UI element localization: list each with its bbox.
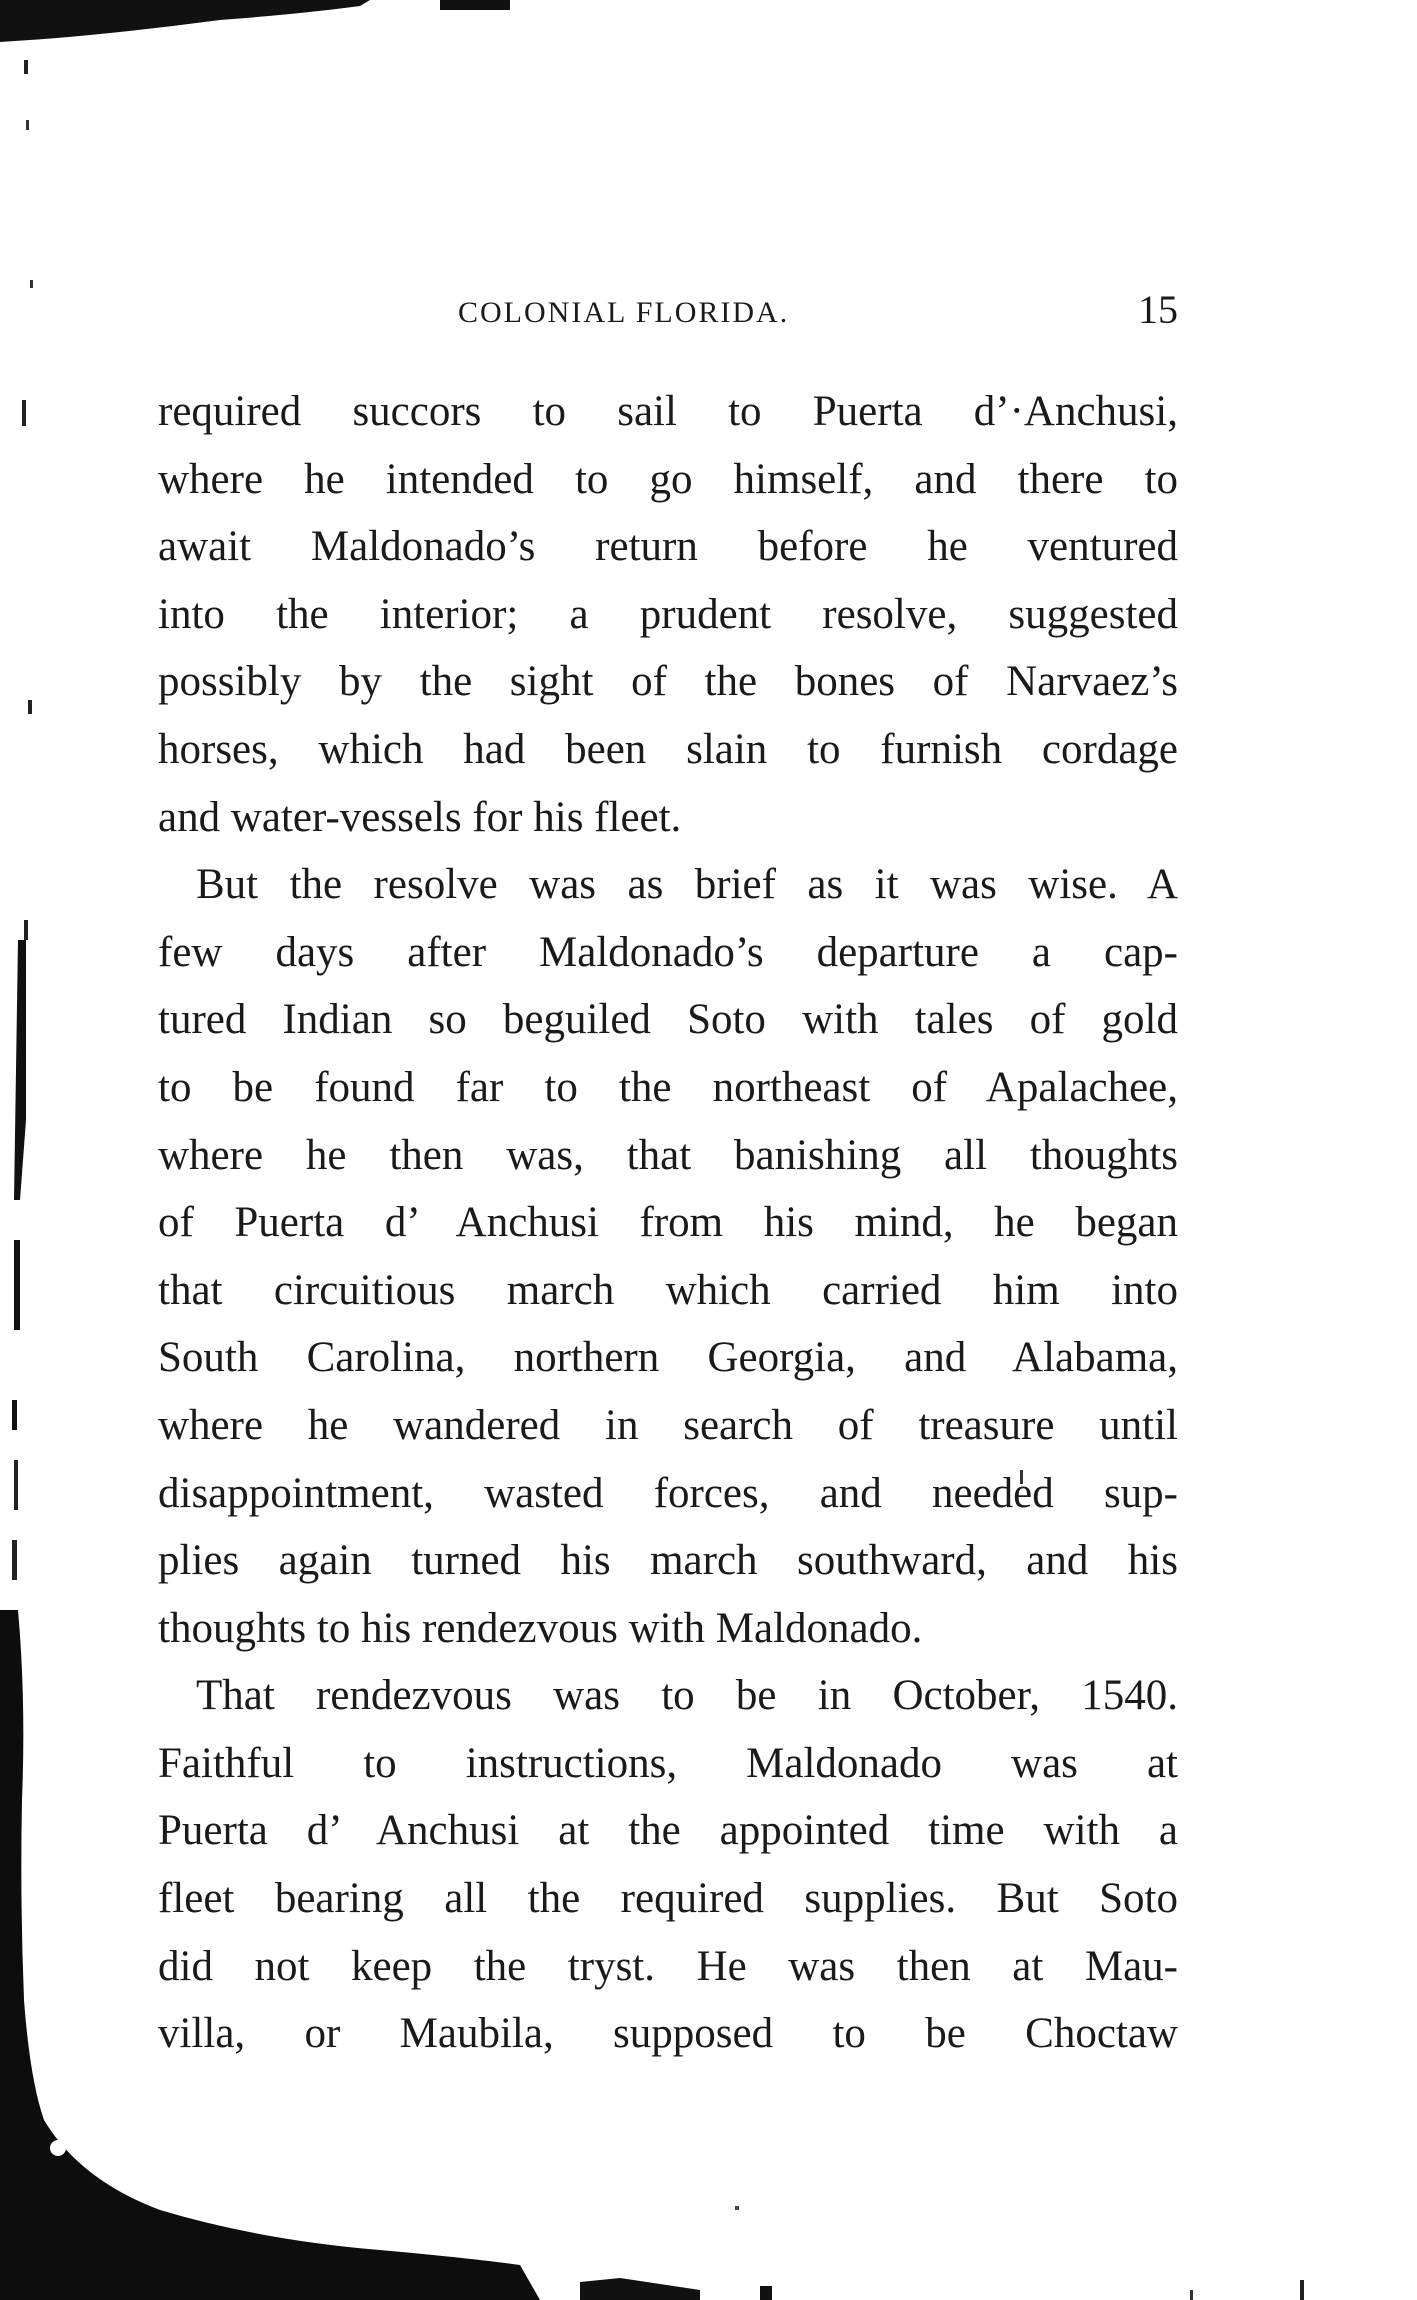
text-line: where he intended to go himself, and there to xyxy=(158,455,1178,503)
text-line: required succors to sail to Puerta d’·Anchusi, xyxy=(158,388,1178,435)
text-line: fleet bearing all the required supplies. But Soto xyxy=(158,1875,1178,1923)
text-line: of Puerta d’ Anchusi from his mind, he began xyxy=(158,1199,1178,1247)
text-line: did not keep the tryst. He was then at Mau- xyxy=(158,1942,1178,1990)
page-header xyxy=(158,287,1178,340)
text-line: few days after Maldonado’s departure a cap- xyxy=(158,928,1178,976)
scan-mark-top xyxy=(440,0,510,10)
text-line: and water-vessels for his fleet. xyxy=(158,793,682,841)
text-line: villa, or Maubila, supposed to be Choctaw xyxy=(158,2010,1178,2058)
text-line: Faithful to instructions, Maldonado was at xyxy=(158,1739,1178,1787)
text-line: tured Indian so beguiled Soto with tales of gold xyxy=(158,996,1178,1044)
scan-mark-bottom xyxy=(580,2278,700,2300)
text-line: to be found far to the northeast of Apalachee, xyxy=(158,1063,1178,1111)
text-line: disappointment, wasted forces, and needed sup- xyxy=(158,1469,1178,1517)
text-line: South Carolina, northern Georgia, and Alabama, xyxy=(158,1334,1178,1382)
text-line: plies again turned his march southward, and his xyxy=(158,1537,1178,1585)
scan-blob-top xyxy=(0,0,370,42)
text-line: where he then was, that banishing all thoughts xyxy=(158,1131,1178,1179)
text-line: that circuitious march which carried him into xyxy=(158,1266,1178,1314)
text-line: But the resolve was as brief as it was wise. A xyxy=(196,861,1178,909)
body-text xyxy=(158,378,1178,2068)
page-number: 15 xyxy=(1138,287,1178,332)
text-line: into the interior; a prudent resolve, suggested xyxy=(158,590,1178,638)
binding-shadow xyxy=(14,940,26,1200)
text-line: possibly by the sight of the bones of Narvaez’s xyxy=(158,658,1178,706)
text-line: horses, which had been slain to furnish cordage xyxy=(158,725,1178,773)
text-line: Puerta d’ Anchusi at the appointed time with a xyxy=(158,1807,1178,1855)
text-line: thoughts to his rendezvous with Maldonado. xyxy=(158,1604,923,1652)
running-head: COLONIAL FLORIDA. xyxy=(458,296,790,329)
text-line: await Maldonado’s return before he ventured xyxy=(158,523,1178,571)
text-line: where he wandered in search of treasure until xyxy=(158,1401,1178,1449)
text-line: That rendezvous was to be in October, 1540. xyxy=(196,1672,1178,1720)
